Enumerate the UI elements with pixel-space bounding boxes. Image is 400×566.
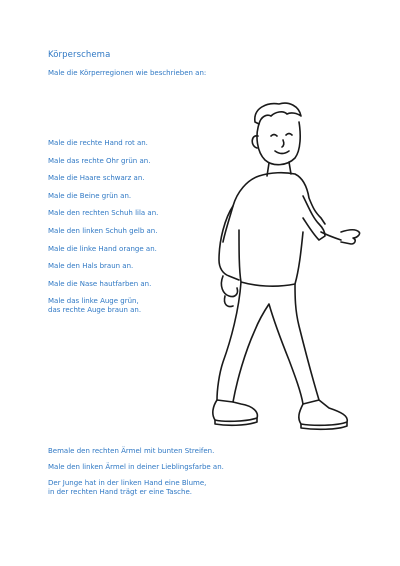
boy-illustration [195,100,365,445]
instruction-right-ear: Male das rechte Ohr grün an. [48,156,151,165]
left-hand [224,296,233,307]
task-flower: Der Junge hat in der linken Hand eine Blume, [48,479,207,487]
nose [282,140,284,147]
left-eye [271,135,277,137]
instruction-nose: Male die Nase hautfarben an. [48,279,152,288]
page-subtitle: Male die Körperregionen wie beschrieben an: [48,69,207,77]
instruction-legs: Male die Beine grün an. [48,191,132,200]
head [257,122,300,165]
left-shoe [213,400,258,421]
mouth [275,151,289,154]
instruction-right-eye: das rechte Auge braun an. [48,306,142,315]
instruction-hair: Male die Haare schwarz an. [48,174,145,183]
instruction-left-shoe: Male den linken Schuh gelb an. [48,226,158,235]
task-left-sleeve: Male den linken Ärmel in deiner Lieblingsfarbe an. [48,463,224,471]
hair [255,103,301,124]
task-bag: in der rechten Hand trägt er eine Tasche. [48,488,192,496]
right-eye [286,134,292,136]
task-right-sleeve: Bemale den rechten Ärmel mit bunten Streifen. [48,447,215,455]
instruction-neck: Male den Hals braun an. [48,262,134,271]
right-hand [341,230,360,244]
instruction-left-eye: Male das linke Auge grün, [48,297,139,306]
extra-task-list [48,447,224,504]
pants [217,282,319,404]
instruction-right-hand: Male die rechte Hand rot an. [48,139,148,147]
instruction-left-hand: Male die linke Hand orange an. [48,244,157,253]
page-title: Körperschema [48,50,111,60]
instruction-right-shoe: Male den rechten Schuh lila an. [48,209,159,218]
instruction-list [48,139,158,324]
